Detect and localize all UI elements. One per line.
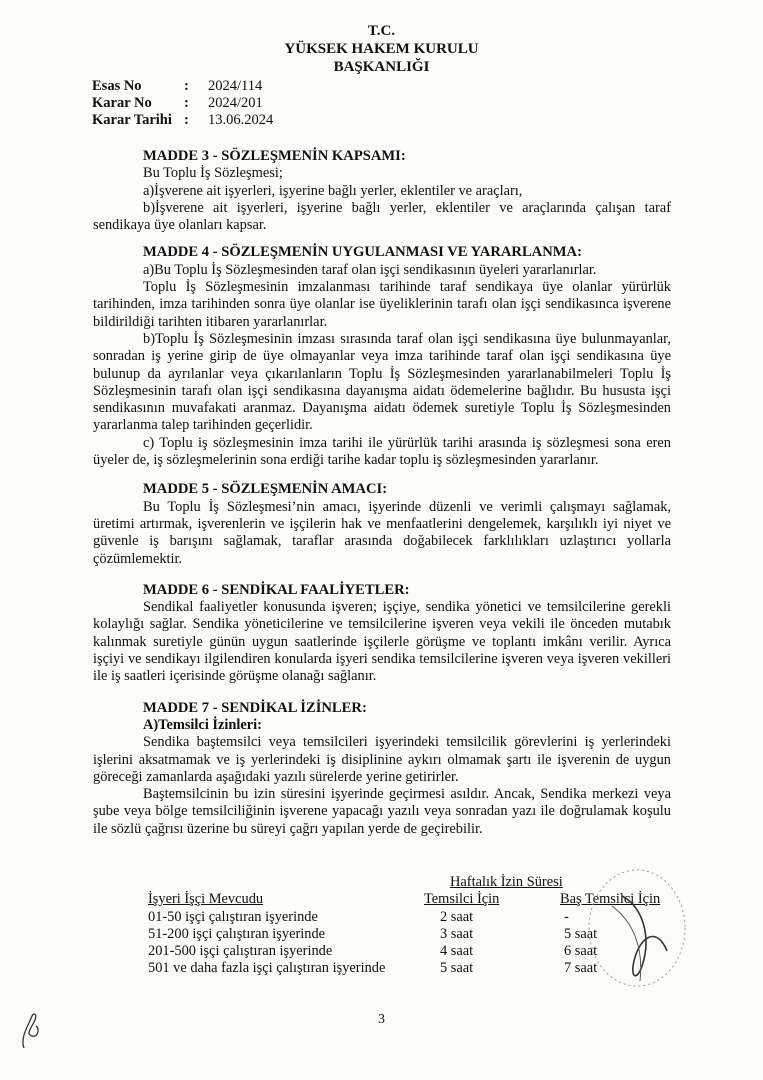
meta-value: 2024/201 bbox=[208, 95, 263, 111]
meta-value: 13.06.2024 bbox=[208, 112, 274, 128]
meta-separator: : bbox=[184, 95, 189, 111]
table-cell: 201-500 işçi çalıştıran işyerinde bbox=[148, 943, 333, 960]
paragraph: Toplu İş Sözleşmesinin imzalanması tarihinde taraf sendikaya üye olanlar yürürlük tarihinden, imza tarihinden sonra üye olanlar ise üyeliklerinin tarafı olan işçi sendikasınca işverene bildirildiği tarihten itibaren yararlanırlar. bbox=[93, 279, 671, 330]
table-cell: 5 saat bbox=[564, 925, 598, 942]
paragraph: c) Toplu iş sözleşmesinin imza tarihi ile yürürlük tarihi arasında iş sözleşmesi sona eren üyeler de, iş sözleşmelerinin sona erdiği tarihe kadar toplu iş sözleşmesinden yararlanır. bbox=[93, 434, 671, 469]
table-cell: - bbox=[564, 908, 569, 925]
meta-label: Esas No bbox=[92, 78, 142, 94]
meta-value: 2024/114 bbox=[208, 78, 263, 94]
paragraph: a)İşverene ait işyerleri, işyerine bağlı yerler, eklentiler ve araçları, bbox=[143, 182, 523, 199]
subsection-title: A)Temsilci İzinleri: bbox=[143, 716, 262, 733]
page-number: 3 bbox=[378, 1012, 385, 1027]
paragraph: b)İşverene ait işyerleri, işyerine bağlı yerler, eklentiler ve araçlarında çalışan taraf sendikaya üye olanları kapsar. bbox=[93, 199, 671, 234]
table-cell: 2 saat bbox=[440, 908, 474, 925]
paragraph: Bu Toplu İş Sözleşmesi; bbox=[143, 165, 283, 182]
table-cell: 501 ve daha fazla işçi çalıştıran işyerinde bbox=[148, 960, 386, 977]
table-cell: 01-50 işçi çalıştıran işyerinde bbox=[148, 908, 318, 925]
article-6-title: MADDE 6 - SENDİKAL FAALİYETLER: bbox=[143, 581, 410, 598]
table-cell: 51-200 işçi çalıştıran işyerinde bbox=[148, 925, 326, 942]
meta-row bbox=[92, 78, 273, 95]
article-7-title: MADDE 7 - SENDİKAL İZİNLER: bbox=[143, 699, 367, 716]
paragraph: Bu Toplu İş Sözleşmesi’nin amacı, işyerinde düzenli ve verimli çalışmayı sağlamak, üretimi artırmak, işverenlerin ve işçilerin hak ve menfaatlerini dengelemek, karşılıklı iyi niyet ve güvenle iş barışını sağlamak, taraflar arasında doğabilecek farklılıkları uzlaştırıcı yollarla çözümlemektir. bbox=[93, 498, 671, 567]
table-cell: 4 saat bbox=[440, 943, 474, 960]
stamp-signature-mark bbox=[582, 866, 692, 1006]
header-presidency: BAŞKANLIĞI bbox=[333, 59, 430, 75]
article-3-title: MADDE 3 - SÖZLEŞMENİN KAPSAMI: bbox=[143, 148, 406, 164]
meta-label: Karar No bbox=[92, 95, 152, 111]
document-body bbox=[93, 148, 671, 838]
table-cell: 6 saat bbox=[564, 943, 598, 960]
table-cell: 3 saat bbox=[440, 925, 474, 942]
meta-label: Karar Tarihi bbox=[92, 112, 172, 128]
paragraph: Baştemsilcinin bu izin süresini işyerinde geçirmesi asıldır. Ancak, Sendika merkezi veya şube veya bölge temsilciliğinin işverene yapacağı yazılı veya sonradan yazı ile doğrulamak koşulu ile sözlü çağrısı üzerine bu süreyi çağrı yapılan yerde de geçirebilir. bbox=[93, 786, 671, 837]
article-5-title: MADDE 5 - SÖZLEŞMENİN AMACI: bbox=[143, 481, 388, 498]
header-tc: T.C. bbox=[367, 23, 396, 39]
header-institution: YÜKSEK HAKEM KURULU bbox=[284, 41, 479, 57]
meta-row bbox=[92, 112, 273, 129]
column-header: Baş Temsilci İçin bbox=[560, 891, 661, 908]
meta-separator: : bbox=[184, 78, 189, 94]
paragraph: Sendikal faaliyetler konusunda işveren; işçiye, sendika yönetici ve temsilcilerine gerekli kolaylığı sağlar. Sendika yöneticilerine ve temsilcilerine işveren veya vekili ile önceden mutabık kalınmak suretiyle günün uygun saatlerinde işçilerle görüşme ve toplantı imkânı verilir. Ayrıca işçiyi ve sendikayı ilgilendiren konularda işyeri sendika temsilcilerine işveren veya işveren vekilleri ile iş saatleri içerisinde görüşme olanağı sağlanır. bbox=[93, 599, 671, 685]
meta-separator: : bbox=[184, 112, 189, 128]
case-meta bbox=[92, 78, 273, 129]
table-cell: 7 saat bbox=[564, 960, 598, 977]
paragraph: Sendika baştemsilci veya temsilcileri işyerindeki temsilcilik görevlerini iş yerlerindeki işlerini aksatmamak ve iş yerlerindeki iş disiplinine aykırı olmamak şartı ile işverenin de uygun göreceği zamanlarda aşağıdaki yazılı sürelerde yerine getirirler. bbox=[93, 734, 671, 785]
paragraph: b)Toplu İş Sözleşmesinin imzası sırasında taraf olan işçi sendikasına üye bulunmayanlar, sonradan iş yerine girip de üye olmayanlar veya imza tarihinde taraf olan işçi sendikasına üye bulunup da ayrılanlar veya çıkarılanların Toplu İş Sözleşmesinden yararlanabilmeleri Toplu İş Sözleşmesinin tarafı olan işçi sendikasına dayanışma aidatı ödemelerine bağlıdır. Bu hususta işçi sendikasının muvafakati aranmaz. Dayanışma aidatı ödemek suretiyle Toplu İş Sözleşmesinden yararlanma talep tarihinden geçerlidir. bbox=[93, 330, 671, 434]
meta-row bbox=[92, 95, 273, 112]
column-header: İşyeri İşçi Mevcudu bbox=[148, 891, 264, 908]
table-cell: 5 saat bbox=[440, 960, 474, 977]
paragraph: a)Bu Toplu İş Sözleşmesinden taraf olan işçi sendikasının üyeleri yararlanırlar. bbox=[143, 261, 597, 278]
column-header: Temsilci İçin bbox=[424, 891, 500, 908]
group-header: Haftalık İzin Süresi bbox=[450, 874, 563, 890]
article-4-title: MADDE 4 - SÖZLEŞMENİN UYGULANMASI VE YARARLANMA: bbox=[143, 244, 582, 261]
